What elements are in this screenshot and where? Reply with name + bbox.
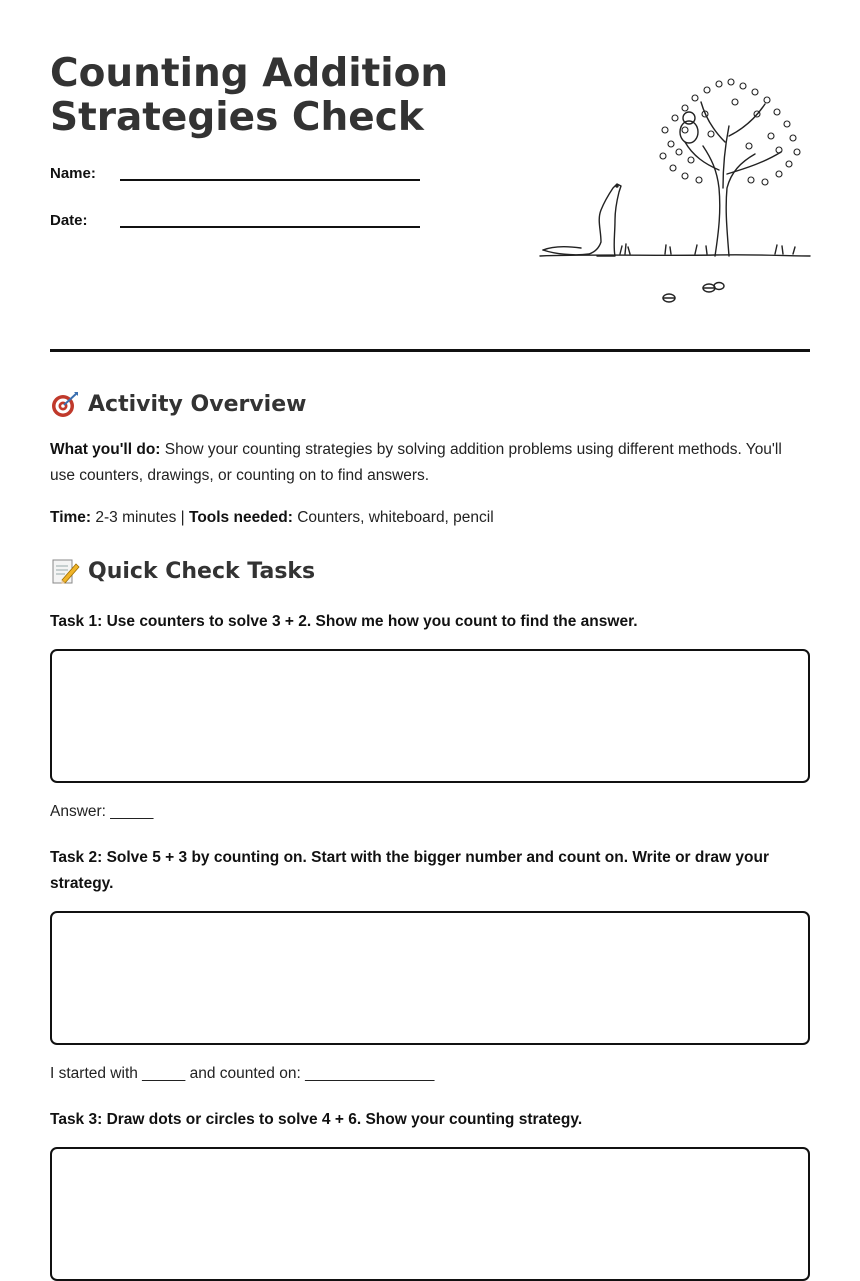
overview-what-paragraph <box>50 437 810 489</box>
what-text: Show your counting strategies by solving addition problems using different methods. You'll use counters, drawings, or counting on to find answers. <box>50 441 782 484</box>
title-line-1: Counting Addition <box>50 51 449 96</box>
tools-text: Counters, whiteboard, pencil <box>292 509 494 526</box>
name-field[interactable] <box>50 165 120 182</box>
tools-label: Tools needed: <box>189 509 293 526</box>
target-icon <box>50 389 80 419</box>
date-field[interactable] <box>50 212 120 229</box>
name-line[interactable] <box>120 179 420 181</box>
tasks-heading-text: Quick Check Tasks <box>88 558 316 584</box>
overview-heading-text: Activity Overview <box>88 391 307 417</box>
task-2-answer-line: I started with _____ and counted on: _______________ <box>50 1065 435 1082</box>
time-label: Time: <box>50 509 92 526</box>
what-label: What you'll do: <box>50 441 161 458</box>
task-2-answer-box[interactable] <box>50 911 810 1045</box>
title-line-2: Strategies Check <box>50 95 424 140</box>
header-divider <box>50 349 810 352</box>
task-3-answer-box[interactable] <box>50 1147 810 1281</box>
worksheet-title <box>50 52 470 140</box>
overview-heading <box>50 389 306 419</box>
task-3-prompt: Task 3: Draw dots or circles to solve 4 + 6. Show your counting strategy. <box>50 1111 583 1128</box>
name-label: Name: <box>50 165 96 182</box>
task-1-answer-box[interactable] <box>50 649 810 783</box>
time-text: 2-3 minutes | <box>91 509 189 526</box>
kangaroo-tree-illustration <box>535 70 815 310</box>
task-1-answer-line: Answer: _____ <box>50 803 154 820</box>
date-label: Date: <box>50 212 88 229</box>
overview-time-paragraph <box>50 505 810 531</box>
task-1-prompt: Task 1: Use counters to solve 3 + 2. Show me how you count to find the answer. <box>50 613 638 630</box>
date-line[interactable] <box>120 226 420 228</box>
task-2-prompt: Task 2: Solve 5 + 3 by counting on. Start with the bigger number and count on. Write or draw your strategy. <box>50 849 769 892</box>
tasks-heading <box>50 556 315 586</box>
memo-pencil-icon <box>50 556 80 586</box>
